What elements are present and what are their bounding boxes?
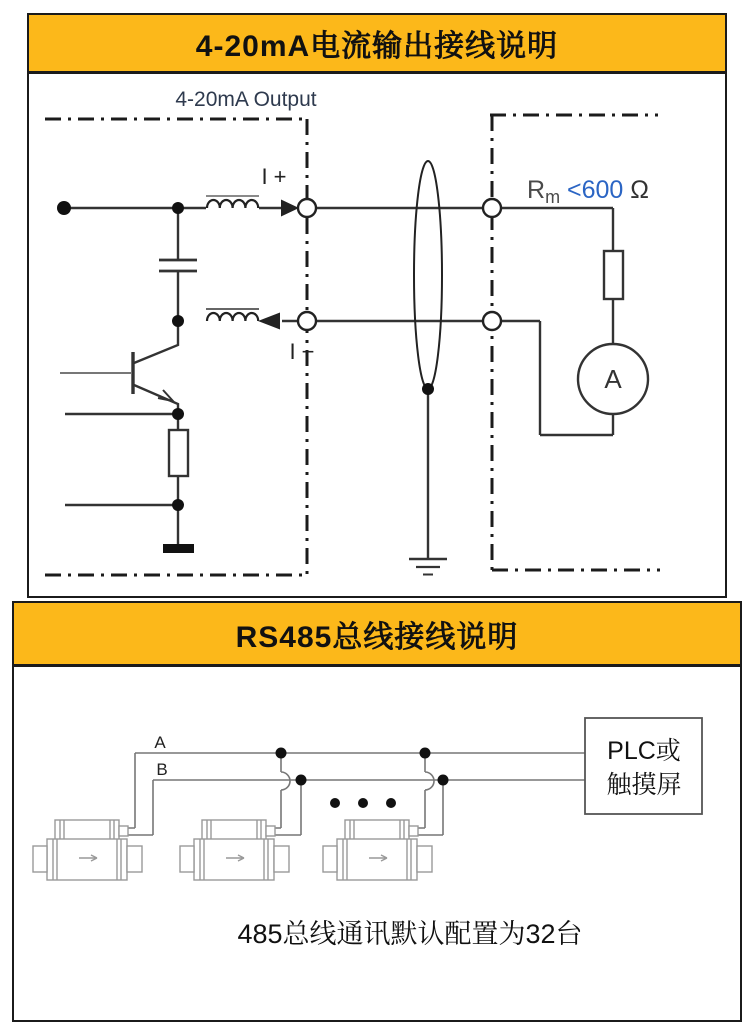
- flow-meter-device-2: [180, 820, 289, 880]
- arrow-right-icon: [281, 200, 299, 217]
- device-connector: [266, 826, 275, 836]
- rm-value: <600: [560, 176, 624, 204]
- panel2-header: [14, 603, 740, 667]
- arrow-left-icon: [258, 313, 280, 330]
- terminal-receiver-plus: [483, 199, 501, 217]
- inductor-iplus-icon: [206, 196, 259, 208]
- rm-label: [527, 176, 649, 207]
- rs485-bus-diagram: [14, 667, 740, 1018]
- panel-4-20ma-wiring: [27, 13, 727, 598]
- panel2-body: [14, 667, 740, 1018]
- iplus-label: I +: [261, 164, 287, 189]
- plc-label-line2: 触摸屏: [606, 771, 682, 799]
- rm-symbol: R: [527, 176, 546, 204]
- bus-b-label: B: [156, 760, 168, 779]
- earth-ground-icon: [409, 559, 447, 575]
- plc-box: [585, 718, 702, 814]
- terminals: [298, 199, 501, 330]
- rm-subscript: m: [545, 187, 561, 207]
- chassis-ground-icon: [163, 544, 194, 553]
- junction-dots: [57, 201, 434, 511]
- rm-ohm: Ω: [623, 176, 649, 204]
- output-label: 4-20mA Output: [175, 88, 317, 111]
- terminal-iminus: [298, 312, 316, 330]
- bus-lines: [135, 753, 585, 780]
- bus-a-label: A: [154, 733, 166, 752]
- panel1-title: 4-20mA电流输出接线说明: [195, 30, 559, 63]
- flow-meter-devices: [33, 820, 432, 880]
- circuit-wires: [64, 208, 613, 559]
- panel2-title: RS485总线接线说明: [235, 620, 519, 654]
- internal-resistor: [169, 430, 188, 476]
- flow-meter-device-1: [33, 820, 142, 880]
- bus-caption: 485总线通讯默认配置为32台: [237, 919, 583, 949]
- terminal-iplus: [298, 199, 316, 217]
- panel1-header: [29, 15, 725, 74]
- ellipsis-dots-icon: [330, 798, 396, 808]
- current-output-circuit-diagram: [29, 74, 725, 593]
- terminal-receiver-minus: [483, 312, 501, 330]
- load-resistor-rm: [604, 251, 623, 299]
- device-connector: [409, 826, 418, 836]
- ammeter-icon: [578, 344, 648, 414]
- panel-rs485-wiring: [12, 601, 742, 1022]
- ammeter-label: A: [604, 364, 622, 394]
- device-connector: [119, 826, 128, 836]
- cable-shield-icon: [414, 161, 442, 389]
- capacitor-icon: [159, 260, 197, 271]
- plc-label-line1: PLC或: [607, 737, 681, 765]
- inductor-iminus-icon: [206, 309, 259, 321]
- panel1-body: [29, 74, 725, 593]
- iminus-label: I −: [289, 339, 315, 364]
- flow-meter-device-3: [323, 820, 432, 880]
